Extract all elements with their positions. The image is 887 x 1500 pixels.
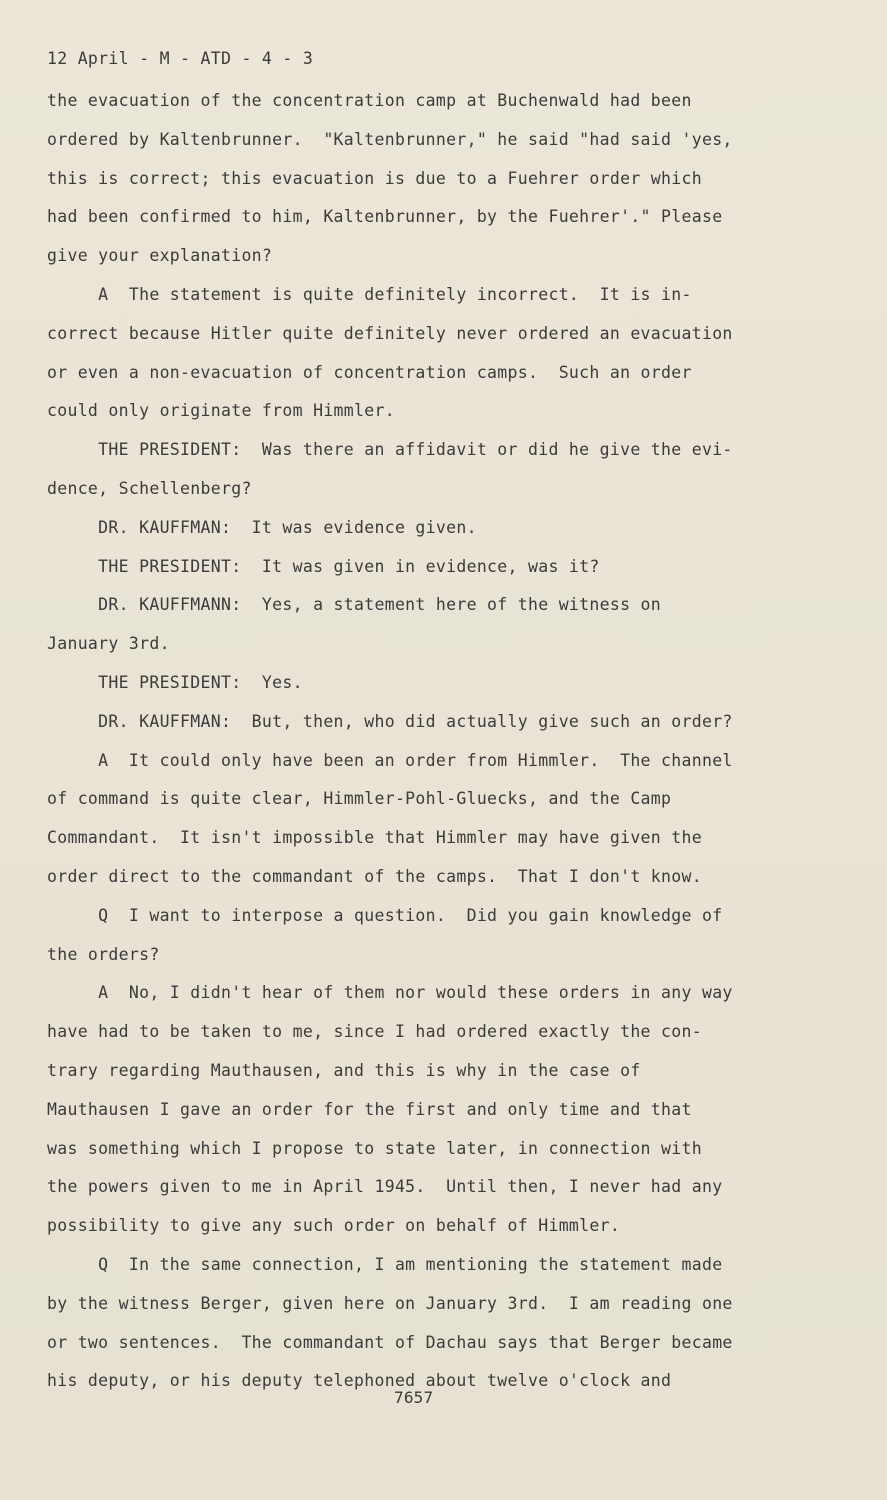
text-line: Q In the same connection, I am mentioning the statement made: [47, 1254, 723, 1274]
text-line: of command is quite clear, Himmler-Pohl-Gluecks, and the Camp: [47, 789, 672, 809]
text-line: dence, Schellenberg?: [47, 478, 252, 498]
text-line: THE PRESIDENT: Yes.: [47, 672, 303, 692]
text-line: possibility to give any such order on behalf of Himmler.: [47, 1216, 621, 1236]
text-line: ordered by Kaltenbrunner. "Kaltenbrunner," he said "had said 'yes,: [47, 129, 733, 149]
text-line: DR. KAUFFMAN: But, then, who did actually give such an order?: [47, 711, 733, 731]
transcript-body: [47, 88, 837, 1407]
text-line: DR. KAUFFMANN: Yes, a statement here of the witness on: [47, 595, 662, 615]
text-line: trary regarding Mauthausen, and this is why in the case of: [47, 1060, 641, 1080]
text-line: his deputy, or his deputy telephoned about twelve o'clock and: [47, 1371, 672, 1391]
text-line: A It could only have been an order from Himmler. The channel: [47, 750, 733, 770]
text-line: the orders?: [47, 944, 160, 964]
text-line: have had to be taken to me, since I had ordered exactly the con-: [47, 1022, 702, 1042]
text-line: A The statement is quite definitely incorrect. It is in-: [47, 284, 692, 304]
text-line: Commandant. It isn't impossible that Himmler may have given the: [47, 828, 702, 848]
text-line: this is correct; this evacuation is due to a Fuehrer order which: [47, 168, 702, 188]
text-line: the evacuation of the concentration camp at Buchenwald had been: [47, 91, 692, 110]
text-line: give your explanation?: [47, 246, 273, 266]
text-line: THE PRESIDENT: It was given in evidence, was it?: [47, 556, 600, 576]
text-line: Mauthausen I gave an order for the first and only time and that: [47, 1099, 692, 1119]
text-line: or two sentences. The commandant of Dachau says that Berger became: [47, 1332, 733, 1352]
text-line: had been confirmed to him, Kaltenbrunner, by the Fuehrer'." Please: [47, 207, 723, 227]
text-line: A No, I didn't hear of them nor would these orders in any way: [47, 983, 733, 1003]
text-line: or even a non-evacuation of concentration camps. Such an order: [47, 362, 692, 382]
text-line: was something which I propose to state later, in connection with: [47, 1138, 702, 1158]
text-line: by the witness Berger, given here on January 3rd. I am reading one: [47, 1293, 733, 1313]
page-number: 7657: [394, 1388, 434, 1407]
text-line: could only originate from Himmler.: [47, 401, 395, 421]
text-line: Q I want to interpose a question. Did you gain knowledge of: [47, 905, 723, 925]
text-line: correct because Hitler quite definitely never ordered an evacuation: [47, 323, 733, 343]
page-header: 12 April - M - ATD - 4 - 3: [47, 49, 314, 68]
text-line: order direct to the commandant of the camps. That I don't know.: [47, 866, 702, 886]
text-line: THE PRESIDENT: Was there an affidavit or did he give the evi-: [47, 440, 733, 460]
text-line: the powers given to me in April 1945. Until then, I never had any: [47, 1177, 723, 1197]
text-line: DR. KAUFFMAN: It was evidence given.: [47, 517, 477, 537]
text-line: January 3rd.: [47, 634, 170, 654]
